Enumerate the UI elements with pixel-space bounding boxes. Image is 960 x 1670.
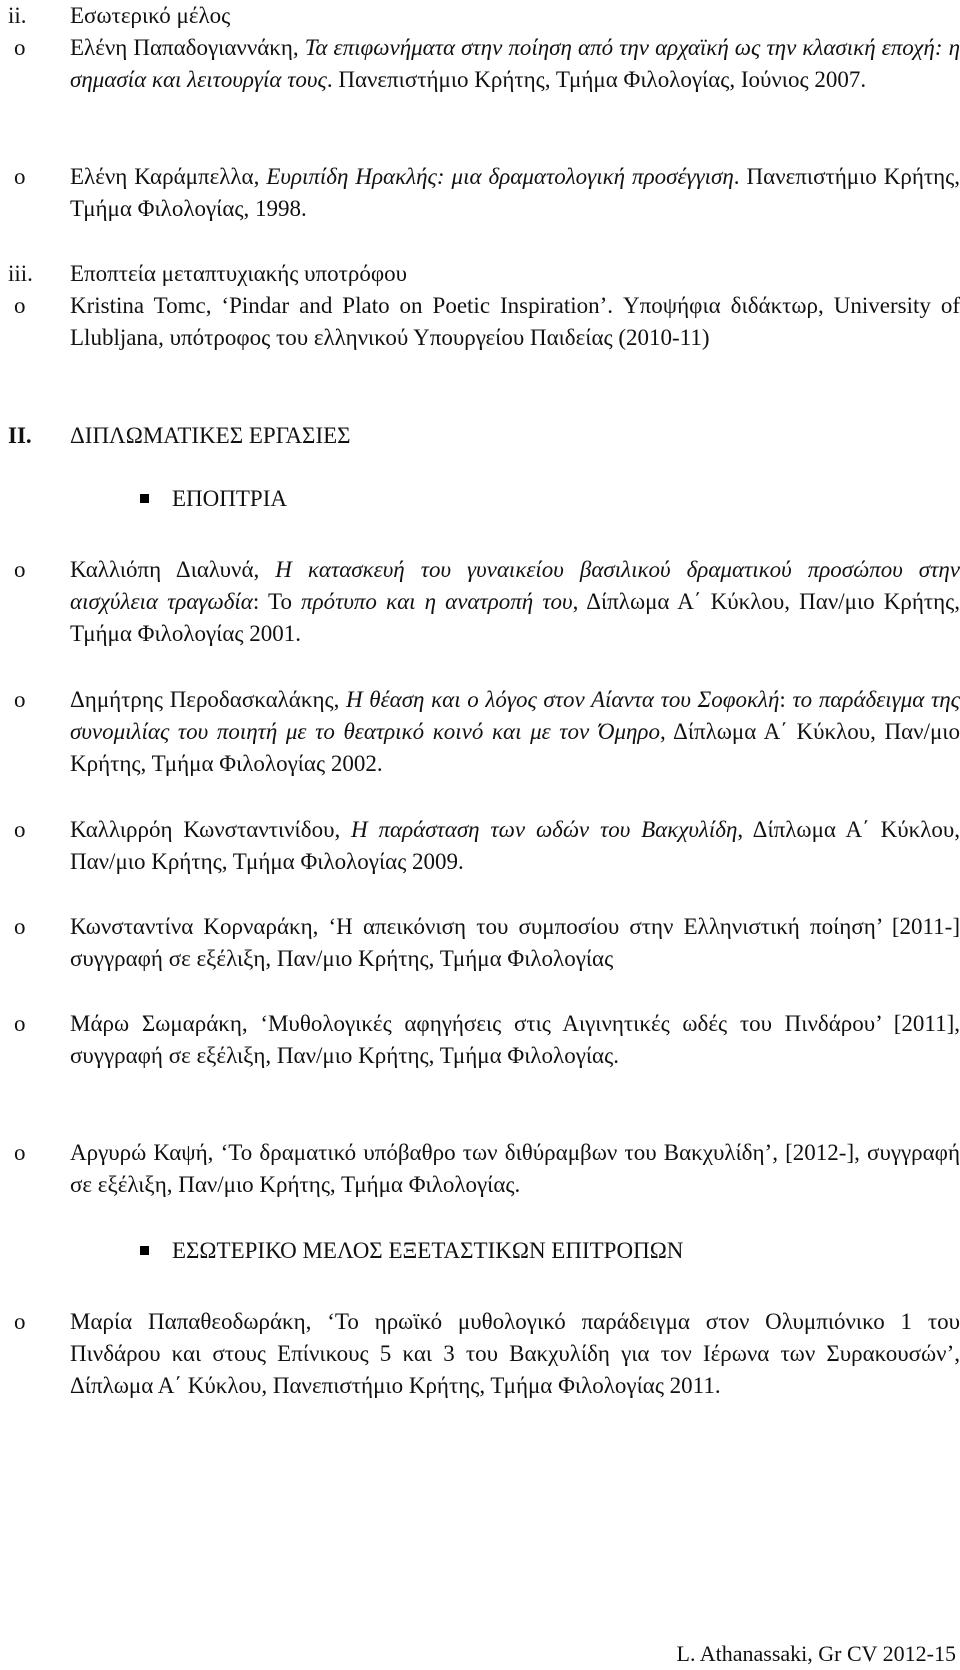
bullet-marker: o [14, 1011, 26, 1036]
entry-papadogiannaki: Ελένη Παπαδογιαννάκη, Τα επιφωνήματα στην ποίηση από την αρχαϊκή ως την κλασική εποχή: η σημασία και λειτουργία τους. Πανεπιστήμιο Κρήτης, Τμήμα Φιλολογίας, Ιούνιος 2007. [70, 35, 960, 92]
section-title-iii: Εποπτεία μεταπτυχιακής υποτρόφου [70, 261, 407, 286]
entry-karampella: Ελένη Καράμπελλα, Ευριπίδη Ηρακλής: μια δραματολογική προσέγγιση. Πανεπιστήμιο Κρήτης, Τμήμα Φιλολογίας, 1998. [70, 164, 960, 221]
entry-konstantinidou: Καλλιρρόη Κωνσταντινίδου, Η παράσταση των ωδών του Βακχυλίδη, Δίπλωμα Α΄ Κύκλου, Παν/μιο Κρήτης, Τμήμα Φιλολογίας 2009. [70, 817, 960, 874]
entry-dialyna: Καλλιόπη Διαλυνά, Η κατασκευή του γυναικείου βασιλικού δραματικού προσώπου στην αισχύλεια τραγωδία: Το πρότυπο και η ανατροπή του, Δίπλωμα Α΄ Κύκλου, Παν/μιο Κρήτης, Τμήμα Φιλολογίας 2001. [70, 557, 960, 646]
entry-kornaraki: Κωνσταντίνα Κορναράκη, ‘Η απεικόνιση του συμποσίου στην Ελληνιστική ποίηση’ [2011-] συγγραφή σε εξέλιξη, Παν/μιο Κρήτης, Τμήμα Φιλολογίας [70, 914, 960, 971]
bullet-marker: o [14, 164, 26, 189]
section-marker-iii: iii. [8, 261, 33, 286]
bullet-marker: o [14, 687, 26, 712]
bullet-marker: o [14, 1309, 26, 1334]
bullet-marker: o [14, 817, 26, 842]
square-bullet-icon [140, 1246, 149, 1255]
bullet-marker: o [14, 35, 26, 60]
section-title-II: ΔΙΠΛΩΜΑΤΙΚΕΣ ΕΡΓΑΣΙΕΣ [70, 423, 351, 448]
entry-somaraki: Μάρω Σωμαράκη, ‘Μυθολογικές αφηγήσεις στις Αιγινητικές ωδές του Πινδάρου’ [2011], συγγραφή σε εξέλιξη, Παν/μιο Κρήτης, Τμήμα Φιλολογίας. [70, 1011, 960, 1068]
section-marker-II: II. [8, 423, 32, 448]
bullet-marker: o [14, 557, 26, 582]
subheading-member: ΕΣΩΤΕΡΙΚΟ ΜΕΛΟΣ ΕΞΕΤΑΣΤΙΚΩΝ ΕΠΙΤΡΟΠΩΝ [172, 1238, 684, 1263]
square-bullet-icon [140, 494, 149, 503]
bullet-marker: o [14, 1140, 26, 1165]
entry-perodaskalakis: Δημήτρης Περοδασκαλάκης, Η θέαση και ο λόγος στον Αίαντα του Σοφοκλή: το παράδειγμα της συνομιλίας του ποιητή με το θεατρικό κοινό και με τον Όμηρο, Δίπλωμα Α΄ Κύκλου, Παν/μιο Κρήτης, Τμήμα Φιλολογίας 2002. [70, 687, 960, 776]
section-title-ii: Εσωτερικό μέλος [70, 3, 231, 28]
subheading-epoptria: ΕΠΟΠΤΡΙΑ [172, 486, 287, 511]
entry-kapsi: Αργυρώ Καψή, ‘Το δραματικό υπόβαθρο των διθύραμβων του Βακχυλίδη’, [2012-], συγγραφή σε εξέλιξη, Παν/μιο Κρήτης, Τμήμα Φιλολογίας. [70, 1140, 960, 1197]
entry-tomc: Kristina Tomc, ‘Pindar and Plato on Poetic Inspiration’. Υποψήφια διδάκτωρ, University of Llubljana, υπότροφος του ελληνικού Υπουργείου Παιδείας (2010-11) [70, 293, 960, 350]
section-marker-ii: ii. [8, 3, 27, 28]
bullet-marker: o [14, 293, 26, 318]
entry-papatheodoraki: Μαρία Παπαθεοδωράκη, ‘Το ηρωϊκό μυθολογικό παράδειγμα στον Ολυμπιόνικο 1 του Πινδάρου και στους Επίνικους 5 και 3 του Βακχυλίδη για τον Ιέρωνα των Συρακουσών’, Δίπλωμα Α΄ Κύκλου, Πανεπιστήμιο Κρήτης, Τμήμα Φιλολογίας 2011. [70, 1309, 960, 1398]
page-footer: L. Athanassaki, Gr CV 2012-15 [676, 1641, 956, 1666]
bullet-marker: o [14, 914, 26, 939]
